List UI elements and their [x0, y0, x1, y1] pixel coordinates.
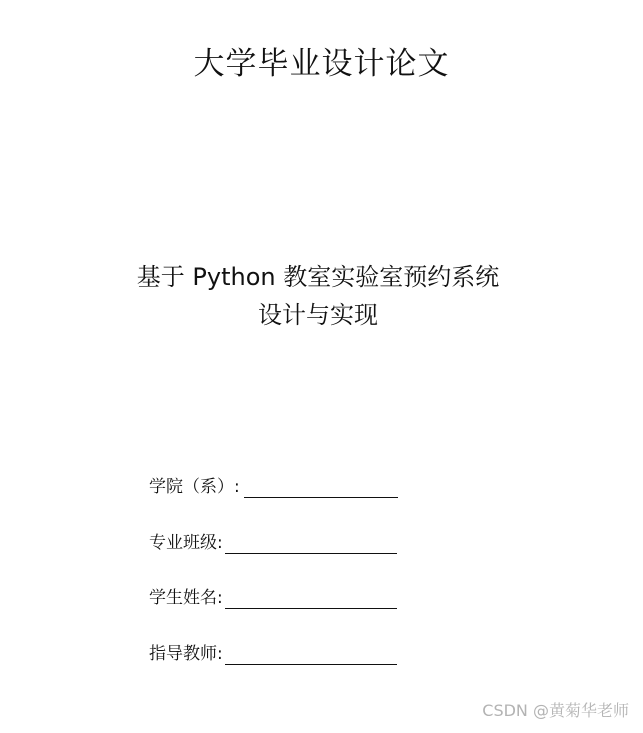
- thesis-title-line-2: 设计与实现: [258, 301, 378, 329]
- thesis-title: [0, 258, 636, 334]
- thesis-title-line-1: 基于 Python 教室实验室预约系统: [136, 263, 500, 291]
- cover-title: 大学毕业设计论文: [193, 46, 450, 82]
- major-class-field: [149, 528, 397, 554]
- college-label: 学院（系）:: [149, 477, 240, 497]
- student-name-label: 学生姓名:: [149, 588, 223, 608]
- student-name-blank-line: [225, 589, 397, 609]
- advisor-field: [149, 639, 397, 665]
- major-class-label: 专业班级:: [149, 533, 223, 553]
- advisor-label: 指导教师:: [149, 644, 223, 664]
- college-field: [149, 472, 398, 498]
- csdn-watermark: CSDN @黄菊华老师: [482, 701, 629, 720]
- major-class-blank-line: [225, 534, 397, 554]
- advisor-blank-line: [225, 645, 397, 665]
- student-name-field: [149, 583, 397, 609]
- college-blank-line: [244, 478, 398, 498]
